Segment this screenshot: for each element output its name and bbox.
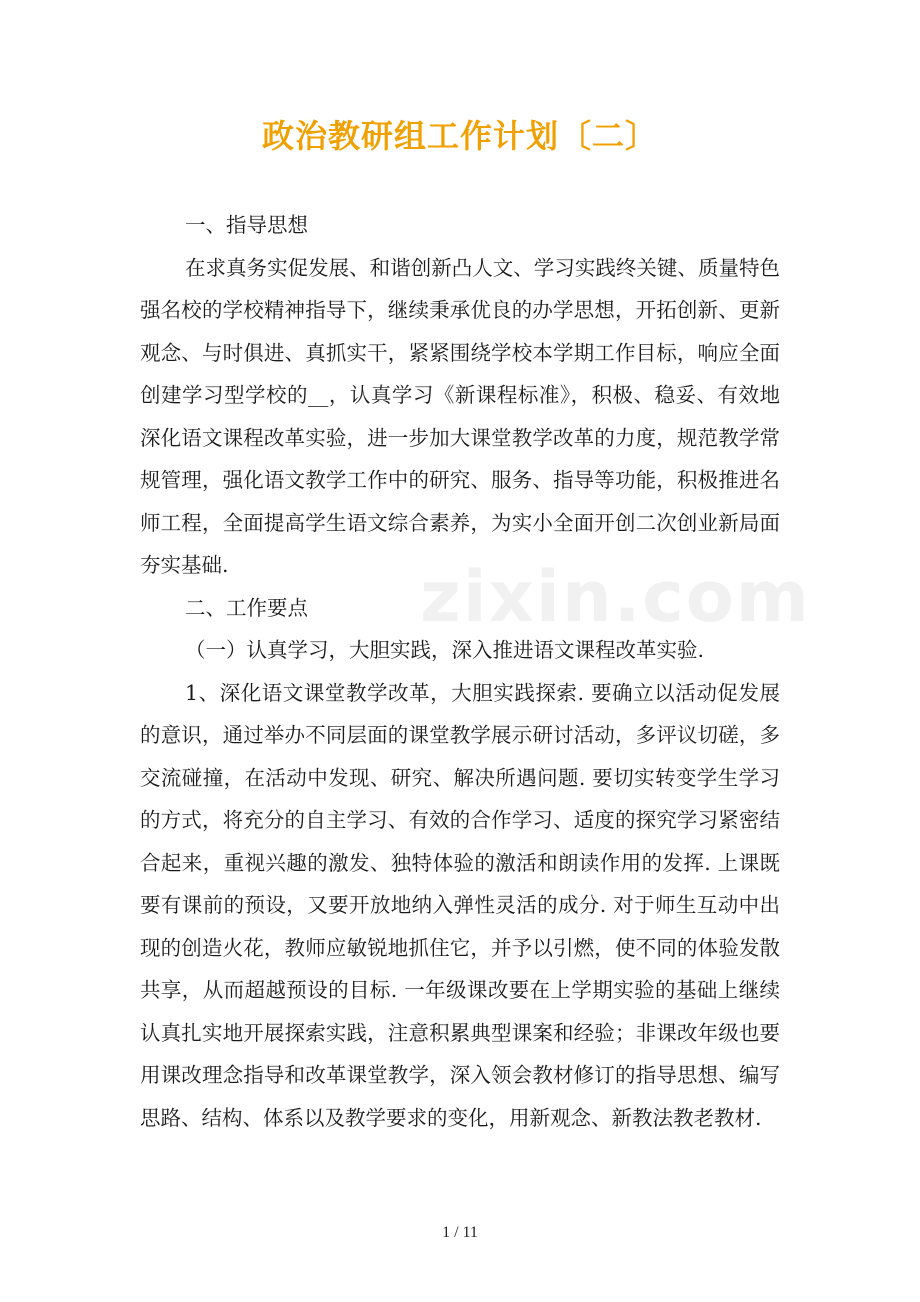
paragraph-classroom-reform: 1、深化语文课堂教学改革，大胆实践探索. 要确立以活动促发展的意识，通过举办不同层面的课堂教学展示研讨活动，多评议切磋，多交流碰撞，在活动中发现、研究、解决所遇问题. 要切实转变学生学习的方式，将充分的自主学习、有效的合作学习、适度的探究学习紧密结合起来，重视兴趣的激发、独特体验的激活和朗读作用的发挥. 上课既要有课前的预设，又要开放地纳入弹性灵活的成分. 对于师生互动中出现的创造火花，教师应敏锐地抓住它，并予以引燃，使不同的体验发散共享，从而超越预设的目标. 一年级课改要在上学期实验的基础上继续认真扎实地开展探索实践，注意积累典型课案和经验；非课改年级也要用课改理念指导和改革课堂教学，深入领会教材修订的指导思想、编写思路、结构、体系以及教学要求的变化，用新观念、新教法教老教材. [140, 680, 780, 1130]
paragraph-guiding-ideology: 在求真务实促发展、和谐创新凸人文、学习实践终关键、质量特色强名校的学校精神指导下，继续秉承优良的办学思想，开拓创新、更新观念、与时俱进、真抓实干，紧紧围绕学校本学期工作目标，响应全面创建学习型学校的__，认真学习《新课程标准》，积极、稳妥、有效地深化语文课程改革实验，进一步加大课堂教学改革的力度，规范教学常规管理，强化语文教学工作中的研究、服务、指导等功能，积极推进名师工程，全面提高学生语文综合素养，为实小全面开创二次创业新局面夯实基础. [140, 255, 780, 577]
sub-heading-study-practice: （一）认真学习，大胆实践，深入推进语文课程改革实验. [185, 638, 705, 662]
document-title: 政治教研组工作计划〔二〕 [261, 117, 658, 155]
page-number: 1 / 11 [442, 1224, 478, 1241]
section-heading-work-points: 二、工作要点 [185, 595, 308, 620]
watermark: zixin.com [420, 556, 811, 638]
section-heading-guiding-ideology: 一、指导思想 [185, 213, 308, 237]
document-body [140, 204, 780, 1139]
